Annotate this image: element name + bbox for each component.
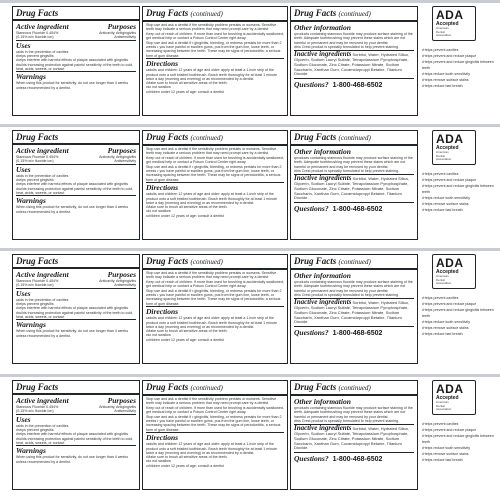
claim-item: • Helps prevent and reduce gingivitis between teeth bbox=[422, 183, 500, 195]
claim-item: • Helps reduce bad breath bbox=[422, 457, 500, 463]
claim-item: • Helps prevent and reduce plaque bbox=[422, 301, 500, 307]
active-ingredient-2: (0.15% w/v fluoride ion) bbox=[16, 283, 54, 288]
direction-item: • adults and children 12 years of age and older: apply at least a 1-inch strip of the product onto a soft bristled toothbrush. Brush teeth thoroughly for at least 1 minute twice a day (morning and evening) or as recommended by a dentist. bbox=[146, 442, 284, 455]
ada-seal: ADA Accepted American Dental Association bbox=[432, 130, 476, 165]
drug-facts-title: Drug Facts bbox=[13, 7, 139, 21]
purpose-2: Antisensitivity bbox=[114, 35, 136, 40]
claim-item: • Helps reduce tooth sensitivity bbox=[422, 195, 500, 201]
drug-facts-continued-column bbox=[142, 6, 288, 116]
drug-facts-continued-column bbox=[142, 380, 288, 490]
drug-facts-column bbox=[12, 254, 140, 364]
questions-line: Questions? 1-800-468-6502 bbox=[294, 80, 383, 90]
direction-item: • adults and children 12 years of age and older: apply at least a 1-inch strip of the product onto a soft bristled toothbrush. Brush teeth thoroughly for at least 1 minute twice a day (morning and evening) or as recommended by a dentist. bbox=[146, 316, 284, 329]
other-information-column bbox=[290, 254, 418, 364]
active-ingredient-2: (0.15% w/v fluoride ion) bbox=[16, 159, 54, 164]
other-item: • products containing stannous fluoride may produce surface staining of the teeth. Adequate toothbrushing may prevent these stains which are not harmful or permanent and may be removed by your dentist. bbox=[294, 280, 414, 293]
ada-seal: ADA Accepted American Dental Association bbox=[432, 380, 476, 415]
uses-heading: Uses bbox=[16, 164, 136, 174]
use-item: • aids in the prevention of cavities bbox=[16, 298, 136, 302]
active-ingredient-heading: Active ingredient bbox=[16, 146, 69, 155]
phone-number: 1-800-468-6502 bbox=[332, 330, 383, 338]
use-item: • helps prevent gingivitis bbox=[16, 178, 136, 182]
phone-number: 1-800-468-6502 bbox=[332, 82, 383, 90]
direction-item: • Make sure to brush all sensitive areas of the teeth. bbox=[146, 81, 284, 85]
active-ingredient-2: (0.15% w/v fluoride ion) bbox=[16, 35, 54, 40]
inactive-ingredients: Inactive ingredients Sorbitol, Water, Hydrated Silica, Glycerin, Sodium Lauryl Sulfate, Tetrapotassium Pyrophosphate, Sodium Gluconate, Zinc Citrate, Potassium Nitrate, Sodium Saccharin, Xanthan Gum, Cocamidopropyl Betaine, Titanium Dioxide. bbox=[294, 424, 409, 451]
claim-item: • Helps prevent and reduce plaque bbox=[422, 427, 500, 433]
active-ingredient: Stannous Fluoride 0.454% bbox=[16, 279, 59, 283]
other-information-heading: Other information bbox=[294, 23, 351, 32]
claims-list bbox=[420, 171, 500, 213]
drug-facts-continued-title: Drug Facts (continued) bbox=[143, 381, 287, 396]
drug-facts-title: Drug Facts bbox=[13, 381, 139, 395]
other-item: • this Crest product is specially formulated to help prevent staining. bbox=[294, 45, 414, 49]
claim-item: • Helps prevent cavities bbox=[422, 171, 500, 177]
use-item: • helps interfere with harmful effects of plaque associated with gingivitis bbox=[16, 58, 136, 62]
stop-use-2-text: Stop use and ask a dentist if • gingivitis, bleeding, or redness persists for more than 2 weeks • you have painful or swollen gums, pus from the gum line, loose teeth, or increasing spacing between the teeth. These may be signs of periodontitis, a serious form of gum disease. bbox=[146, 40, 282, 58]
claim-item: • Helps prevent and reduce gingivitis between teeth bbox=[422, 59, 500, 71]
drug-facts-continued-column bbox=[142, 254, 288, 364]
purpose-2: Antisensitivity bbox=[114, 283, 136, 288]
questions-line: Questions? 1-800-468-6502 bbox=[294, 328, 383, 338]
directions-heading: Directions bbox=[146, 432, 284, 442]
inactive-ingredients: Inactive ingredients Sorbitol, Water, Hydrated Silica, Glycerin, Sodium Lauryl Sulfate, Tetrapotassium Pyrophosphate, Sodium Gluconate, Zinc Citrate, Potassium Nitrate, Sodium Saccharin, Xanthan Gum, Cocamidopropyl Betaine, Titanium Dioxide. bbox=[294, 174, 409, 201]
purposes-heading: Purposes bbox=[107, 270, 136, 279]
use-item: • aids in the prevention of cavities bbox=[16, 174, 136, 178]
keep-out-text: Keep out of reach of children. If more than used for brushing is accidentally swallowed, get medical help or contact a Poison Control Center right away. bbox=[146, 405, 284, 415]
use-item: • aids in the prevention of cavities bbox=[16, 50, 136, 54]
other-item: • this Crest product is specially formulated to help prevent staining. bbox=[294, 419, 414, 423]
other-information-column bbox=[290, 380, 418, 490]
active-ingredient: Stannous Fluoride 0.454% bbox=[16, 405, 59, 409]
warnings-text: When using this product for sensitivity, do not use longer than 4 weeks unless recommended by a dentist. bbox=[16, 329, 128, 338]
use-item: • builds increasing protection against painful sensitivity of the teeth to cold, heat, acids, sweets, or contact bbox=[16, 311, 136, 320]
claim-item: • Helps reduce bad breath bbox=[422, 83, 500, 89]
claim-item: • Helps prevent and reduce plaque bbox=[422, 53, 500, 59]
direction-item: • adults and children 12 years of age and older: apply at least a 1-inch strip of the product onto a soft bristled toothbrush. Brush teeth thoroughly for at least 1 minute twice a day (morning and evening) or as recommended by a dentist. bbox=[146, 192, 284, 205]
stop-use-text: Stop use and ask a dentist if the sensitivity problem persists or worsens. Sensitive teeth may indicate a serious problem that may need prompt care by a dentist. bbox=[146, 397, 277, 406]
other-information-heading: Other information bbox=[294, 397, 351, 406]
drug-facts-continued-column bbox=[142, 130, 288, 240]
active-ingredient: Stannous Fluoride 0.454% bbox=[16, 31, 59, 35]
stop-use-2-text: Stop use and ask a dentist if • gingivitis, bleeding, or redness persists for more than 2 weeks • you have painful or swollen gums, pus from the gum line, loose teeth, or increasing spacing between the teeth. These may be signs of periodontitis, a serious form of gum disease. bbox=[146, 288, 282, 306]
drug-facts-continued-title-2: Drug Facts (continued) bbox=[291, 131, 417, 146]
warnings-text: When using this product for sensitivity, do not use longer than 4 weeks unless recommended by a dentist. bbox=[16, 455, 128, 464]
warnings-text: When using this product for sensitivity, do not use longer than 4 weeks unless recommended by a dentist. bbox=[16, 81, 128, 90]
purposes-heading: Purposes bbox=[107, 22, 136, 31]
drug-facts-label-4 bbox=[0, 376, 500, 494]
uses-heading: Uses bbox=[16, 40, 136, 50]
purpose-2: Antisensitivity bbox=[114, 159, 136, 164]
purposes-heading: Purposes bbox=[107, 146, 136, 155]
ada-seal: ADA Accepted American Dental Association bbox=[432, 6, 476, 41]
inactive-ingredients: Inactive ingredients Sorbitol, Water, Hydrated Silica, Glycerin, Sodium Lauryl Sulfate, Tetrapotassium Pyrophosphate, Sodium Gluconate, Zinc Citrate, Potassium Nitrate, Sodium Saccharin, Xanthan Gum, Cocamidopropyl Betaine, Titanium Dioxide. bbox=[294, 298, 409, 325]
direction-item: • children under 12 years of age: consult a dentist bbox=[146, 464, 284, 468]
other-item: • products containing stannous fluoride may produce surface staining of the teeth. Adequate toothbrushing may prevent these stains which are not harmful or permanent and may be removed by your dentist. bbox=[294, 406, 414, 419]
seal-and-claims-column bbox=[420, 254, 500, 364]
claim-item: • Helps prevent cavities bbox=[422, 421, 500, 427]
direction-item: • do not swallow bbox=[146, 85, 284, 89]
claim-item: • Helps remove surface stains bbox=[422, 325, 500, 331]
use-item: • helps interfere with harmful effects of plaque associated with gingivitis bbox=[16, 432, 136, 436]
claim-item: • Helps prevent and reduce gingivitis between teeth bbox=[422, 433, 500, 445]
other-information-column bbox=[290, 130, 418, 240]
direction-item: • Make sure to brush all sensitive areas of the teeth. bbox=[146, 205, 284, 209]
questions-line: Questions? 1-800-468-6502 bbox=[294, 204, 383, 214]
direction-item: • Make sure to brush all sensitive areas of the teeth. bbox=[146, 329, 284, 333]
drug-facts-label-2 bbox=[0, 126, 500, 244]
direction-item: • do not swallow bbox=[146, 209, 284, 213]
direction-item: • children under 12 years of age: consult a dentist bbox=[146, 90, 284, 94]
claims-list bbox=[420, 295, 500, 337]
purpose-2: Antisensitivity bbox=[114, 409, 136, 414]
drug-facts-continued-title: Drug Facts (continued) bbox=[143, 255, 287, 270]
stop-use-2-text: Stop use and ask a dentist if • gingivitis, bleeding, or redness persists for more than 2 weeks • you have painful or swollen gums, pus from the gum line, loose teeth, or increasing spacing between the teeth. These may be signs of periodontitis, a serious form of gum disease. bbox=[146, 164, 282, 182]
other-information-heading: Other information bbox=[294, 147, 351, 156]
keep-out-text: Keep out of reach of children. If more than used for brushing is accidentally swallowed, get medical help or contact a Poison Control Center right away. bbox=[146, 31, 284, 41]
direction-item: • do not swallow bbox=[146, 459, 284, 463]
active-ingredient-heading: Active ingredient bbox=[16, 270, 69, 279]
direction-item: • children under 12 years of age: consult a dentist bbox=[146, 338, 284, 342]
uses-heading: Uses bbox=[16, 288, 136, 298]
stop-use-2-text: Stop use and ask a dentist if • gingivitis, bleeding, or redness persists for more than 2 weeks • you have painful or swollen gums, pus from the gum line, loose teeth, or increasing spacing between the teeth. These may be signs of periodontitis, a serious form of gum disease. bbox=[146, 414, 282, 432]
active-ingredient: Stannous Fluoride 0.454% bbox=[16, 155, 59, 159]
claim-item: • Helps remove surface stains bbox=[422, 77, 500, 83]
drug-facts-column bbox=[12, 380, 140, 490]
phone-number: 1-800-468-6502 bbox=[332, 456, 383, 464]
claims-list bbox=[420, 47, 500, 89]
other-information-column bbox=[290, 6, 418, 116]
claim-item: • Helps prevent and reduce gingivitis between teeth bbox=[422, 307, 500, 319]
purposes-heading: Purposes bbox=[107, 396, 136, 405]
use-item: • helps prevent gingivitis bbox=[16, 302, 136, 306]
inactive-ingredients: Inactive ingredients Sorbitol, Water, Hydrated Silica, Glycerin, Sodium Lauryl Sulfate, Tetrapotassium Pyrophosphate, Sodium Gluconate, Zinc Citrate, Potassium Nitrate, Sodium Saccharin, Xanthan Gum, Cocamidopropyl Betaine, Titanium Dioxide. bbox=[294, 50, 409, 77]
directions-heading: Directions bbox=[146, 306, 284, 316]
drug-facts-continued-title: Drug Facts (continued) bbox=[143, 131, 287, 146]
stop-use-text: Stop use and ask a dentist if the sensitivity problem persists or worsens. Sensitive teeth may indicate a serious problem that may need prompt care by a dentist. bbox=[146, 147, 277, 156]
seal-and-claims-column bbox=[420, 380, 500, 490]
claim-item: • Helps prevent cavities bbox=[422, 47, 500, 53]
purpose-1: Anticavity, Antigingivitis bbox=[99, 31, 136, 35]
active-ingredient-heading: Active ingredient bbox=[16, 396, 69, 405]
keep-out-text: Keep out of reach of children. If more than used for brushing is accidentally swallowed, get medical help or contact a Poison Control Center right away. bbox=[146, 155, 284, 165]
warnings-heading: Warnings bbox=[16, 195, 136, 205]
claims-list bbox=[420, 421, 500, 463]
warnings-heading: Warnings bbox=[16, 319, 136, 329]
ada-seal: ADA Accepted American Dental Association bbox=[432, 254, 476, 289]
claim-item: • Helps reduce bad breath bbox=[422, 331, 500, 337]
direction-item: • Make sure to brush all sensitive areas of the teeth. bbox=[146, 455, 284, 459]
use-item: • helps interfere with harmful effects of plaque associated with gingivitis bbox=[16, 182, 136, 186]
use-item: • helps prevent gingivitis bbox=[16, 428, 136, 432]
claim-item: • Helps reduce tooth sensitivity bbox=[422, 319, 500, 325]
purpose-1: Anticavity, Antigingivitis bbox=[99, 279, 136, 283]
drug-facts-title: Drug Facts bbox=[13, 131, 139, 145]
other-item: • this Crest product is specially formulated to help prevent staining. bbox=[294, 293, 414, 297]
uses-heading: Uses bbox=[16, 414, 136, 424]
stop-use-text: Stop use and ask a dentist if the sensitivity problem persists or worsens. Sensitive teeth may indicate a serious problem that may need prompt care by a dentist. bbox=[146, 23, 277, 32]
drug-facts-column bbox=[12, 130, 140, 240]
direction-item: • children under 12 years of age: consult a dentist bbox=[146, 214, 284, 218]
drug-facts-label-1 bbox=[0, 2, 500, 120]
claim-item: • Helps prevent cavities bbox=[422, 295, 500, 301]
other-item: • this Crest product is specially formulated to help prevent staining. bbox=[294, 169, 414, 173]
direction-item: • do not swallow bbox=[146, 333, 284, 337]
claim-item: • Helps reduce bad breath bbox=[422, 207, 500, 213]
seal-and-claims-column bbox=[420, 6, 500, 116]
use-item: • helps prevent gingivitis bbox=[16, 54, 136, 58]
stop-use-text: Stop use and ask a dentist if the sensitivity problem persists or worsens. Sensitive teeth may indicate a serious problem that may need prompt care by a dentist. bbox=[146, 271, 277, 280]
purpose-1: Anticavity, Antigingivitis bbox=[99, 155, 136, 159]
other-item: • products containing stannous fluoride may produce surface staining of the teeth. Adequate toothbrushing may prevent these stains which are not harmful or permanent and may be removed by your dentist. bbox=[294, 156, 414, 169]
claim-item: • Helps prevent and reduce plaque bbox=[422, 177, 500, 183]
other-item: • products containing stannous fluoride may produce surface staining of the teeth. Adequate toothbrushing may prevent these stains which are not harmful or permanent and may be removed by your dentist. bbox=[294, 32, 414, 45]
keep-out-text: Keep out of reach of children. If more than used for brushing is accidentally swallowed, get medical help or contact a Poison Control Center right away. bbox=[146, 279, 284, 289]
use-item: • builds increasing protection against painful sensitivity of the teeth to cold, heat, acids, sweets, or contact bbox=[16, 63, 136, 72]
use-item: • aids in the prevention of cavities bbox=[16, 424, 136, 428]
claim-item: • Helps remove surface stains bbox=[422, 451, 500, 457]
drug-facts-title: Drug Facts bbox=[13, 255, 139, 269]
purpose-1: Anticavity, Antigingivitis bbox=[99, 405, 136, 409]
drug-facts-column bbox=[12, 6, 140, 116]
drug-facts-continued-title: Drug Facts (continued) bbox=[143, 7, 287, 22]
seal-and-claims-column bbox=[420, 130, 500, 240]
drug-facts-label-3 bbox=[0, 250, 500, 368]
directions-heading: Directions bbox=[146, 182, 284, 192]
claim-item: • Helps reduce tooth sensitivity bbox=[422, 71, 500, 77]
active-ingredient-heading: Active ingredient bbox=[16, 22, 69, 31]
warnings-heading: Warnings bbox=[16, 445, 136, 455]
warnings-text: When using this product for sensitivity, do not use longer than 4 weeks unless recommended by a dentist. bbox=[16, 205, 128, 214]
use-item: • builds increasing protection against painful sensitivity of the teeth to cold, heat, acids, sweets, or contact bbox=[16, 437, 136, 446]
warnings-heading: Warnings bbox=[16, 71, 136, 81]
questions-line: Questions? 1-800-468-6502 bbox=[294, 454, 383, 464]
phone-number: 1-800-468-6502 bbox=[332, 206, 383, 214]
directions-heading: Directions bbox=[146, 58, 284, 68]
claim-item: • Helps reduce tooth sensitivity bbox=[422, 445, 500, 451]
drug-facts-continued-title-2: Drug Facts (continued) bbox=[291, 381, 417, 396]
active-ingredient-2: (0.15% w/v fluoride ion) bbox=[16, 409, 54, 414]
drug-facts-continued-title-2: Drug Facts (continued) bbox=[291, 255, 417, 270]
claim-item: • Helps remove surface stains bbox=[422, 201, 500, 207]
use-item: • builds increasing protection against painful sensitivity of the teeth to cold, heat, acids, sweets, or contact bbox=[16, 187, 136, 196]
direction-item: • adults and children 12 years of age and older: apply at least a 1-inch strip of the product onto a soft bristled toothbrush. Brush teeth thoroughly for at least 1 minute twice a day (morning and evening) or as recommended by a dentist. bbox=[146, 68, 284, 81]
other-information-heading: Other information bbox=[294, 271, 351, 280]
drug-facts-continued-title-2: Drug Facts (continued) bbox=[291, 7, 417, 22]
use-item: • helps interfere with harmful effects of plaque associated with gingivitis bbox=[16, 306, 136, 310]
